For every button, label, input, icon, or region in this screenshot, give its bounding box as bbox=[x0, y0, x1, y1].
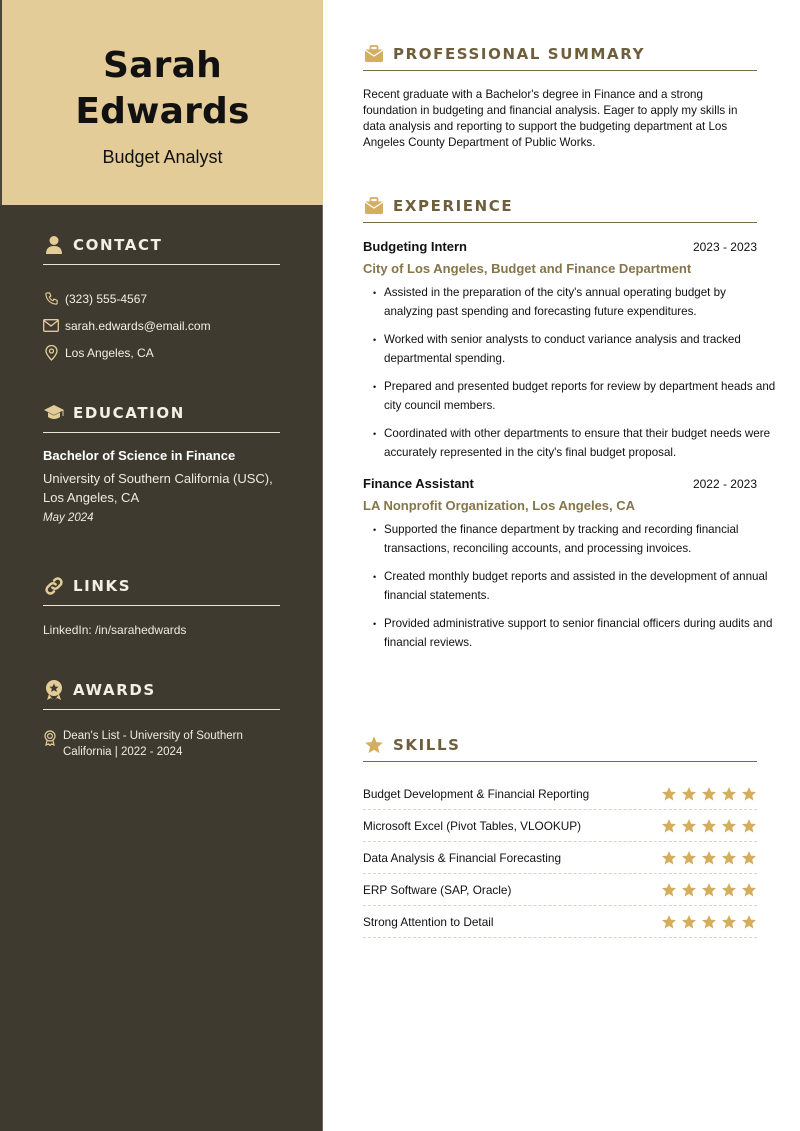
name-header bbox=[0, 0, 323, 205]
candidate-name bbox=[2, 0, 323, 135]
summary-section bbox=[363, 37, 757, 151]
skill-rating bbox=[661, 786, 757, 802]
contact-phone[interactable] bbox=[43, 285, 280, 312]
skill-row bbox=[363, 842, 757, 874]
location-text: Los Angeles, CA bbox=[65, 345, 154, 360]
star-icon bbox=[741, 914, 757, 930]
skill-name: ERP Software (SAP, Oracle) bbox=[363, 882, 512, 897]
awards-section bbox=[43, 676, 280, 760]
award-item bbox=[43, 728, 280, 760]
envelope-icon bbox=[43, 318, 59, 334]
bullet: • Supported the finance department by tracking and recording financial transactions, reconciling accounts, and processing invoices. bbox=[373, 521, 778, 558]
briefcase-icon bbox=[363, 195, 385, 217]
star-icon bbox=[741, 786, 757, 802]
contact-title: CONTACT bbox=[73, 235, 163, 254]
summary-heading bbox=[363, 37, 757, 71]
star-icon bbox=[721, 850, 737, 866]
skill-rating bbox=[661, 914, 757, 930]
awards-title: AWARDS bbox=[73, 680, 156, 699]
star-icon bbox=[681, 850, 697, 866]
skills-section bbox=[363, 728, 757, 938]
skill-name: Data Analysis & Financial Forecasting bbox=[363, 850, 562, 865]
star-icon bbox=[701, 882, 717, 898]
skill-name: Budget Development & Financial Reporting bbox=[363, 786, 590, 801]
job-organization: City of Los Angeles, Budget and Finance Department bbox=[363, 261, 692, 276]
star-icon bbox=[701, 914, 717, 930]
award-icon bbox=[43, 728, 57, 760]
skill-rating bbox=[661, 882, 757, 898]
education-heading bbox=[43, 399, 280, 433]
location-pin-icon bbox=[43, 345, 59, 361]
skills-list bbox=[363, 778, 757, 938]
links-heading bbox=[43, 572, 280, 606]
star-icon bbox=[721, 818, 737, 834]
bullet: • Prepared and presented budget reports for review by department heads and city council members. bbox=[373, 378, 778, 415]
star-icon bbox=[681, 786, 697, 802]
contact-heading bbox=[43, 231, 280, 265]
skill-name: Strong Attention to Detail bbox=[363, 914, 494, 929]
email-text: sarah.edwards@email.com bbox=[65, 318, 211, 333]
job-title: Budget Analyst bbox=[102, 147, 223, 167]
job-title: Budgeting Intern bbox=[363, 239, 467, 254]
skills-heading bbox=[363, 728, 757, 762]
first-name: Sarah bbox=[103, 45, 222, 86]
graduation-cap-icon bbox=[43, 402, 65, 424]
job-dates: 2022 - 2023 bbox=[692, 477, 757, 491]
job-title: Finance Assistant bbox=[363, 476, 474, 491]
star-icon bbox=[661, 850, 677, 866]
star-icon bbox=[681, 882, 697, 898]
skill-row bbox=[363, 906, 757, 938]
star-icon bbox=[681, 914, 697, 930]
star-icon bbox=[661, 882, 677, 898]
star-icon bbox=[661, 914, 677, 930]
contact-section bbox=[43, 231, 280, 366]
experience-heading bbox=[363, 189, 757, 223]
job-dates: 2023 - 2023 bbox=[692, 240, 757, 254]
skills-title: SKILLS bbox=[393, 735, 461, 754]
star-icon bbox=[741, 818, 757, 834]
experience-title: EXPERIENCE bbox=[393, 196, 514, 215]
job-organization: LA Nonprofit Organization, Los Angeles, CA bbox=[363, 498, 636, 513]
contact-location bbox=[43, 339, 280, 366]
experience-section bbox=[363, 189, 776, 662]
star-icon bbox=[721, 786, 737, 802]
star-icon bbox=[701, 850, 717, 866]
degree: Bachelor of Science in Finance bbox=[43, 448, 236, 463]
summary-text: Recent graduate with a Bachelor's degree in Finance and a strong foundation in budgeting and financial analysis. Eager to apply my skills in data analysis and reporting to support the budgeting department at Los Angeles County Department of Public Works. bbox=[363, 88, 738, 149]
summary-title: PROFESSIONAL SUMMARY bbox=[393, 44, 646, 63]
links-section bbox=[43, 572, 280, 637]
star-icon bbox=[721, 882, 737, 898]
star-icon bbox=[681, 818, 697, 834]
link-icon bbox=[43, 575, 65, 597]
star-icon bbox=[741, 850, 757, 866]
job-entry bbox=[363, 476, 773, 652]
bullet: • Provided administrative support to senior financial officers during audits and financial reviews. bbox=[373, 615, 778, 652]
skill-rating bbox=[661, 818, 757, 834]
award-text: Dean's List - University of Southern California | 2022 - 2024 bbox=[63, 730, 243, 758]
bullet: • Assisted in the preparation of the city's annual operating budget by analyzing past spending and forecasting future expenditures. bbox=[373, 284, 778, 321]
education-section bbox=[43, 399, 280, 524]
school: University of Southern California (USC), Los Angeles, CA bbox=[43, 471, 273, 505]
links-title: LINKS bbox=[73, 576, 132, 595]
job-bullets bbox=[363, 521, 773, 652]
skill-row bbox=[363, 874, 757, 906]
skill-rating bbox=[661, 850, 757, 866]
bullet: • Worked with senior analysts to conduct variance analysis and tracked departmental spending. bbox=[373, 331, 778, 368]
skill-row bbox=[363, 810, 757, 842]
contact-email[interactable] bbox=[43, 312, 280, 339]
star-icon bbox=[701, 786, 717, 802]
education-title: EDUCATION bbox=[73, 403, 185, 422]
star-icon bbox=[661, 786, 677, 802]
star-icon bbox=[701, 818, 717, 834]
linkedin-link[interactable]: LinkedIn: /in/sarahedwards bbox=[43, 623, 187, 637]
bullet: • Created monthly budget reports and assisted in the development of annual financial statements. bbox=[373, 568, 778, 605]
skill-row bbox=[363, 778, 757, 810]
phone-text: (323) 555-4567 bbox=[65, 291, 148, 306]
job-bullets bbox=[363, 284, 776, 462]
phone-icon bbox=[43, 291, 59, 307]
star-icon bbox=[363, 734, 385, 756]
briefcase-icon bbox=[363, 43, 385, 65]
bullet: • Coordinated with other departments to ensure that their budget needs were accurately represented in the city's final budget proposal. bbox=[373, 425, 778, 462]
person-icon bbox=[43, 234, 65, 256]
star-icon bbox=[741, 882, 757, 898]
awards-heading bbox=[43, 676, 280, 710]
star-icon bbox=[661, 818, 677, 834]
skill-name: Microsoft Excel (Pivot Tables, VLOOKUP) bbox=[363, 818, 582, 833]
graduation-date: May 2024 bbox=[43, 512, 94, 524]
star-icon bbox=[721, 914, 737, 930]
job-entry bbox=[363, 239, 776, 462]
award-medal-icon bbox=[43, 679, 65, 701]
last-name: Edwards bbox=[75, 91, 250, 132]
